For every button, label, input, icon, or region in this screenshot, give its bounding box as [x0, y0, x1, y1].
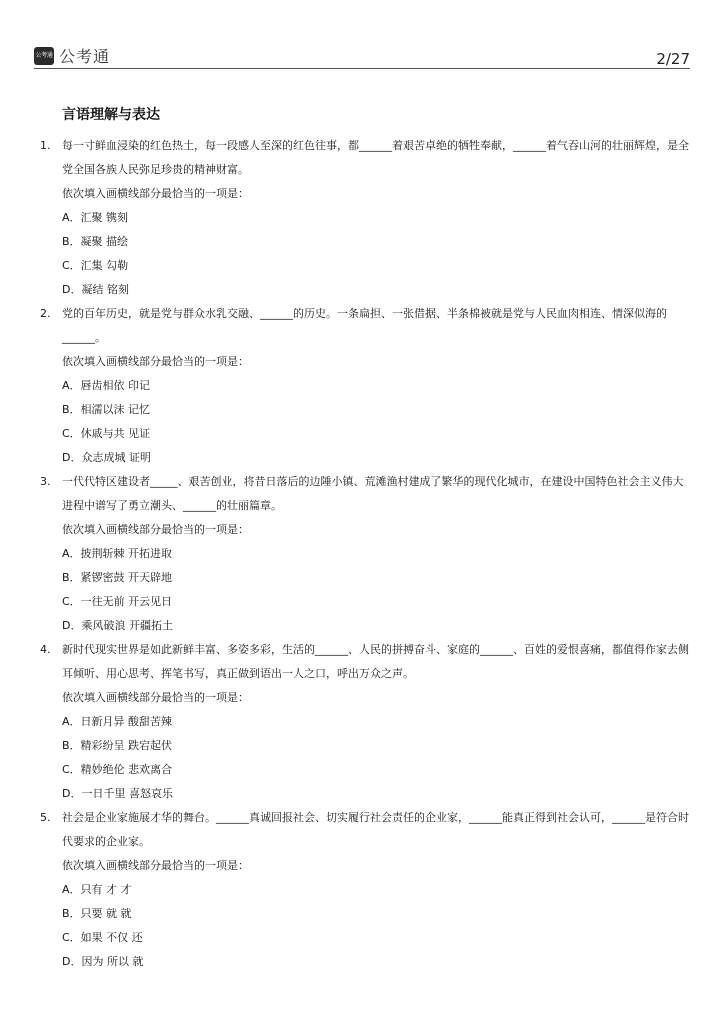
question-prompt: 依次填入画横线部分最恰当的一项是：	[62, 187, 249, 200]
question-5	[40, 806, 690, 974]
option-a[interactable]: A．只有 才 才	[62, 883, 132, 896]
logo-text: 公考通	[59, 47, 111, 66]
question-stem: 新时代现实世界是如此新鲜丰富、多姿多彩，生活的______、人民的拼搏奋斗、家庭的______、百姓的爱恨喜痛，都值得作家去侧耳倾听、用心思考、挥笔书写，真正做到语出一人之口，呼出万众之声。	[62, 643, 689, 680]
option-b[interactable]: B．凝聚 描绘	[62, 235, 129, 248]
option-c[interactable]: C．精妙绝伦 悲欢离合	[62, 763, 173, 776]
page-number: 2/27	[656, 50, 690, 68]
option-c[interactable]: C．如果 不仅 还	[62, 931, 143, 944]
question-prompt: 依次填入画横线部分最恰当的一项是：	[62, 523, 249, 536]
question-stem: 每一寸鲜血浸染的红色热土，每一段感人至深的红色往事，都______着艰苦卓绝的牺牲奉献，______着气吞山河的壮丽辉煌，是全党全国各族人民弥足珍贵的精神财富。	[62, 139, 689, 176]
section-title: 言语理解与表达	[62, 107, 160, 123]
question-number: 5.	[40, 811, 51, 824]
question-stem: 一代代特区建设者_____、艰苦创业，将昔日落后的边陲小镇、荒滩渔村建成了繁华的现代化城市，在建设中国特色社会主义伟大进程中谱写了勇立潮头、______的壮丽篇章。	[62, 475, 684, 512]
option-b[interactable]: B．精彩纷呈 跌宕起伏	[62, 739, 173, 752]
question-list	[40, 134, 690, 974]
question-number: 4.	[40, 643, 51, 656]
question-number: 1.	[40, 139, 51, 152]
option-a[interactable]: A．日新月异 酸甜苦辣	[62, 715, 173, 728]
option-a[interactable]: A．唇齿相依 印记	[62, 379, 151, 392]
question-2	[40, 302, 690, 470]
option-b[interactable]: B．只要 就 就	[62, 907, 132, 920]
brand-logo	[34, 44, 110, 67]
option-b[interactable]: B．相濡以沫 记忆	[62, 403, 151, 416]
question-1	[40, 134, 690, 302]
option-d[interactable]: D．众志成城 证明	[62, 451, 151, 464]
question-4	[40, 638, 690, 806]
option-d[interactable]: D．乘风破浪 开疆拓土	[62, 619, 173, 632]
option-c[interactable]: C．汇集 勾勒	[62, 259, 129, 272]
question-prompt: 依次填入画横线部分最恰当的一项是：	[62, 355, 249, 368]
question-3	[40, 470, 690, 638]
question-stem: 社会是企业家施展才华的舞台。______真诚回报社会、切实履行社会责任的企业家，______能真正得到社会认可，______是符合时代要求的企业家。	[62, 811, 689, 848]
logo-badge-icon: 公考通	[34, 47, 54, 65]
page-header	[34, 40, 690, 69]
option-a[interactable]: A．披荆斩棘 开拓进取	[62, 547, 173, 560]
option-c[interactable]: C．休戚与共 见证	[62, 427, 151, 440]
option-b[interactable]: B．紧锣密鼓 开天辟地	[62, 571, 173, 584]
option-c[interactable]: C．一往无前 开云见日	[62, 595, 173, 608]
option-d[interactable]: D．一日千里 喜怒哀乐	[62, 787, 173, 800]
question-prompt: 依次填入画横线部分最恰当的一项是：	[62, 691, 249, 704]
option-d[interactable]: D．因为 所以 就	[62, 955, 144, 968]
question-prompt: 依次填入画横线部分最恰当的一项是：	[62, 859, 249, 872]
question-stem: 党的百年历史，就是党与群众水乳交融、______的历史。一条扁担、一张借据、半条棉被就是党与人民血肉相连、情深似海的______。	[62, 307, 667, 344]
question-number: 3.	[40, 475, 51, 488]
question-number: 2.	[40, 307, 51, 320]
option-d[interactable]: D．凝结 铭刻	[62, 283, 129, 296]
option-a[interactable]: A．汇聚 镌刻	[62, 211, 129, 224]
